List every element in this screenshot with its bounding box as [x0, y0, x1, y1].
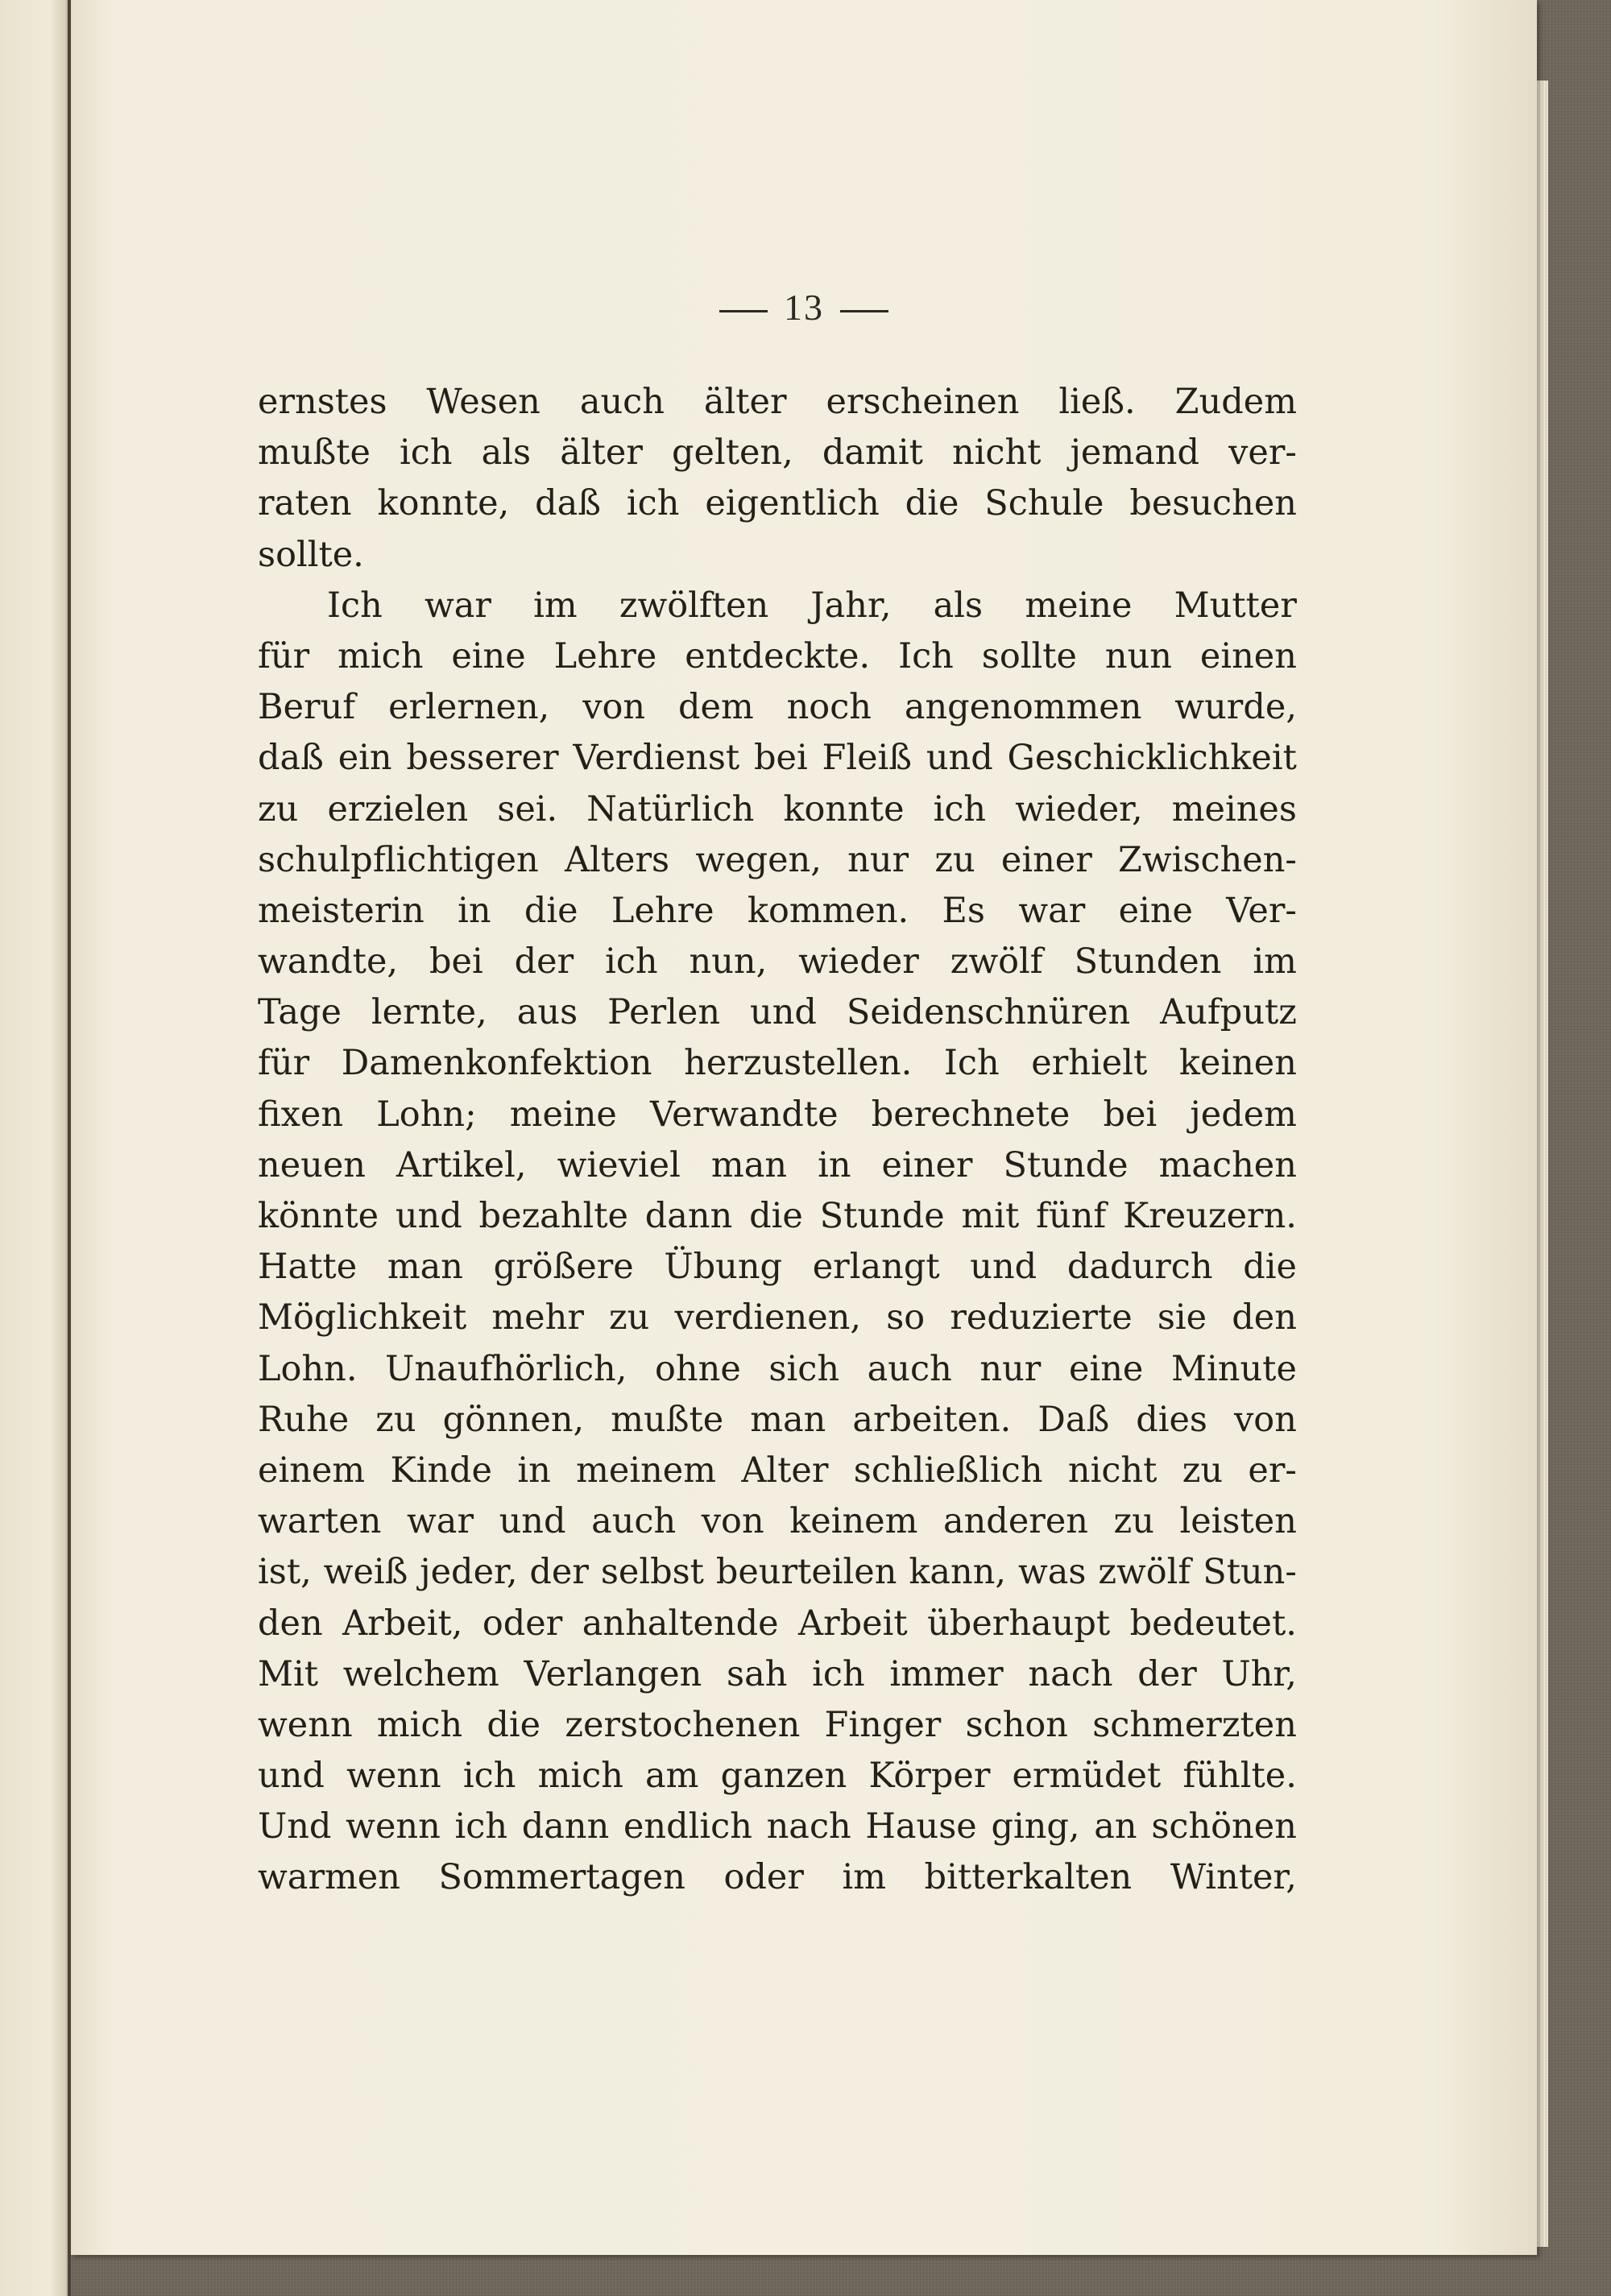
- text-line: [258, 1700, 1297, 1751]
- word: wandte,: [258, 941, 399, 983]
- word: meines: [1171, 788, 1297, 829]
- word: Möglichkeit: [258, 1297, 467, 1338]
- word: aus: [516, 992, 578, 1033]
- word: schmerzten: [1092, 1704, 1297, 1745]
- word: wurde,: [1174, 687, 1297, 728]
- word: Wesen: [426, 382, 540, 422]
- word: eine: [451, 635, 526, 676]
- word: die: [487, 1704, 541, 1745]
- word: bei: [1103, 1094, 1158, 1135]
- word: im: [842, 1857, 886, 1898]
- text-line: [258, 1090, 1297, 1140]
- word: Jahr,: [810, 585, 892, 626]
- word: gelten,: [671, 432, 793, 474]
- word: Alter: [741, 1450, 829, 1491]
- word: Ver-: [1226, 890, 1297, 931]
- word: herzustellen.: [684, 1043, 913, 1084]
- word: der: [529, 1552, 589, 1593]
- word: oder: [723, 1857, 804, 1898]
- word: kann,: [909, 1552, 1007, 1593]
- word: eine: [1118, 890, 1193, 931]
- word: als: [481, 432, 532, 474]
- text-line: [258, 1599, 1297, 1649]
- word: bitterkalten: [924, 1857, 1133, 1898]
- word: von: [582, 687, 646, 728]
- word: von: [701, 1501, 764, 1542]
- word: ließ.: [1058, 382, 1136, 422]
- word: ich: [626, 483, 680, 524]
- word: Unaufhörlich,: [385, 1348, 627, 1389]
- word: Sommertagen: [438, 1857, 685, 1898]
- word: nun,: [689, 941, 768, 983]
- word: Damenkonfektion: [341, 1043, 652, 1084]
- text-line: [258, 1344, 1297, 1395]
- word: machen: [1158, 1144, 1297, 1185]
- word: älter: [560, 432, 643, 474]
- word: mit: [961, 1196, 1020, 1236]
- text-line: [258, 1242, 1297, 1293]
- word: einem: [258, 1450, 366, 1491]
- word: Schule: [984, 483, 1104, 524]
- word: ich: [605, 941, 658, 983]
- word: im: [533, 585, 578, 626]
- word: in: [517, 1450, 551, 1491]
- word: verdienen,: [674, 1297, 862, 1338]
- word: kommen.: [747, 890, 909, 931]
- word: Hause: [865, 1806, 977, 1847]
- word: zu: [1113, 1501, 1154, 1542]
- word: Lohn;: [376, 1094, 477, 1135]
- word: wieder: [798, 941, 919, 983]
- word: mußte: [258, 432, 371, 474]
- page-number: 13: [784, 287, 824, 328]
- word: der: [514, 941, 574, 983]
- word: jemand: [1070, 432, 1199, 474]
- text-line: [258, 1140, 1297, 1191]
- word: arbeiten.: [852, 1399, 1012, 1440]
- word: mich: [537, 1756, 623, 1797]
- word: sich: [768, 1348, 840, 1389]
- text-line: [258, 1293, 1297, 1343]
- text-line: [258, 682, 1297, 733]
- body-text: [258, 377, 1297, 1904]
- text-line: [258, 1496, 1297, 1547]
- text-line: [258, 377, 1297, 428]
- word: als: [933, 585, 984, 626]
- word: dem: [677, 687, 754, 728]
- word: schulpflichtigen: [258, 839, 539, 880]
- text-line: [258, 835, 1297, 886]
- word: bezahlte: [478, 1196, 628, 1236]
- text-line: [258, 1547, 1297, 1598]
- word: ich: [462, 1756, 516, 1797]
- word: bei: [753, 738, 808, 779]
- word: meisterin: [258, 890, 424, 931]
- word: die: [905, 483, 959, 524]
- word: erlangt: [812, 1247, 940, 1288]
- text-line: [258, 733, 1297, 784]
- word: wenn: [346, 1756, 441, 1797]
- text-line: [258, 987, 1297, 1038]
- word: auch: [579, 382, 665, 422]
- text-line: [258, 581, 1297, 631]
- word: besuchen: [1129, 483, 1297, 524]
- word: Tage: [258, 992, 342, 1033]
- word: leisten: [1179, 1501, 1297, 1542]
- word: ich: [400, 432, 453, 474]
- text-line: [258, 1038, 1297, 1089]
- text-line: [258, 1852, 1297, 1903]
- word: älter: [703, 382, 787, 422]
- word: Es: [942, 890, 986, 931]
- word: Zudem: [1174, 382, 1297, 422]
- word: nach: [1028, 1653, 1113, 1694]
- word: Verlangen: [524, 1653, 702, 1694]
- text-line: [258, 631, 1297, 682]
- word: fixen: [258, 1094, 344, 1135]
- word: raten: [258, 483, 352, 524]
- word: ich: [933, 788, 987, 829]
- word: anderen: [942, 1501, 1088, 1542]
- word: eine: [1069, 1348, 1144, 1389]
- text-line: [258, 1802, 1297, 1852]
- word: schon: [965, 1704, 1068, 1745]
- word: bedeutet.: [1129, 1603, 1297, 1644]
- word: zwölf: [950, 941, 1043, 983]
- word: ich: [812, 1653, 865, 1694]
- word: Aufputz: [1160, 992, 1297, 1033]
- word: Und: [258, 1806, 332, 1847]
- word: immer: [889, 1653, 1004, 1694]
- word: nicht: [1067, 1450, 1158, 1491]
- word: daß: [535, 483, 602, 524]
- word: Ruhe: [258, 1399, 350, 1440]
- word: Fleiß: [822, 738, 913, 779]
- word: Verwandte: [650, 1094, 839, 1135]
- word: wieviel: [557, 1144, 681, 1185]
- word: Körper: [868, 1756, 991, 1797]
- word: zu: [934, 839, 975, 880]
- word: wenn: [346, 1806, 441, 1847]
- text-line: [258, 478, 1297, 529]
- word: Kreuzern.: [1123, 1196, 1297, 1236]
- word: was: [1017, 1552, 1087, 1593]
- word: und: [750, 992, 817, 1033]
- word: auch: [591, 1501, 677, 1542]
- word: Lehre: [553, 635, 657, 676]
- word: konnte: [783, 788, 905, 829]
- word: selbst: [600, 1552, 704, 1593]
- word: schließlich: [853, 1450, 1043, 1491]
- word: zu: [1182, 1450, 1224, 1491]
- word: oder: [482, 1603, 563, 1644]
- word: man: [750, 1399, 826, 1440]
- word: der: [1137, 1653, 1197, 1694]
- word: Minute: [1171, 1348, 1297, 1389]
- word: nicht: [951, 432, 1042, 474]
- word: Hatte: [258, 1247, 358, 1288]
- word: Ich: [327, 585, 383, 626]
- word: war: [1018, 890, 1086, 931]
- word: Artikel,: [396, 1144, 527, 1185]
- word: nach: [766, 1806, 851, 1847]
- word: und: [926, 738, 993, 779]
- word: dann: [521, 1806, 610, 1847]
- text-line: [258, 428, 1297, 478]
- word: fünf: [1036, 1196, 1107, 1236]
- text-line: [258, 1751, 1297, 1802]
- word: angenommen: [904, 687, 1142, 728]
- word: Mit: [258, 1653, 319, 1694]
- word: Lohn.: [258, 1348, 358, 1389]
- word: die: [1243, 1247, 1297, 1288]
- word: jedem: [1190, 1094, 1297, 1135]
- header-dash-right: [840, 310, 888, 312]
- word: in: [458, 890, 491, 931]
- word: mich: [338, 635, 424, 676]
- word: Daß: [1037, 1399, 1110, 1440]
- word: zu: [609, 1297, 650, 1338]
- word: die: [524, 890, 578, 931]
- word: mußte: [611, 1399, 724, 1440]
- word: größere: [493, 1247, 634, 1288]
- word: den: [1232, 1297, 1297, 1338]
- word: ermüdet: [1012, 1756, 1162, 1797]
- word: zwölften: [619, 585, 769, 626]
- word: er-: [1248, 1450, 1297, 1491]
- word: Beruf: [258, 687, 356, 728]
- word: ging,: [991, 1806, 1080, 1847]
- word: daß: [258, 738, 324, 779]
- word: war: [424, 585, 491, 626]
- word: warmen: [258, 1857, 400, 1898]
- text-line: [258, 1649, 1297, 1700]
- word: ein: [338, 738, 392, 779]
- word: Winter,: [1170, 1857, 1297, 1898]
- text-line: [258, 937, 1297, 987]
- text-line: [258, 1191, 1297, 1242]
- word: einer: [1000, 839, 1092, 880]
- word: Uhr,: [1221, 1653, 1297, 1694]
- word: in: [818, 1144, 851, 1185]
- word: meine: [509, 1094, 617, 1135]
- text-line: [258, 784, 1297, 835]
- word: einer: [881, 1144, 973, 1185]
- word: erlernen,: [388, 687, 550, 728]
- word: Seidenschnüren: [846, 992, 1131, 1033]
- word: Lehre: [611, 890, 714, 931]
- word: entdeckte.: [685, 635, 871, 676]
- word: meine: [1025, 585, 1133, 626]
- word: und: [395, 1196, 462, 1236]
- word: damit: [822, 432, 923, 474]
- text-line: [258, 886, 1297, 937]
- word: so: [886, 1297, 926, 1338]
- word: jeder,: [420, 1552, 518, 1593]
- word: den: [258, 1603, 323, 1644]
- word: Mutter: [1174, 585, 1297, 626]
- word: weiß: [323, 1552, 408, 1593]
- word: ohne: [655, 1348, 741, 1389]
- word: am: [645, 1756, 699, 1797]
- word: keinen: [1178, 1043, 1297, 1084]
- word: sah: [727, 1653, 788, 1694]
- word: und: [499, 1501, 566, 1542]
- word: könnte: [258, 1196, 379, 1236]
- word: neuen: [258, 1144, 366, 1185]
- word: im: [1253, 941, 1297, 983]
- left-facing-page: [0, 0, 71, 2296]
- word: Perlen: [607, 992, 721, 1033]
- word: erzielen: [327, 788, 469, 829]
- word: an: [1094, 1806, 1137, 1847]
- word: besserer: [406, 738, 559, 779]
- word: gönnen,: [442, 1399, 585, 1440]
- word: überhaupt: [927, 1603, 1111, 1644]
- word: nur: [847, 839, 909, 880]
- word: sie: [1157, 1297, 1207, 1338]
- word: konnte,: [377, 483, 510, 524]
- word: eigentlich: [705, 483, 880, 524]
- word: ganzen: [720, 1756, 847, 1797]
- word: erscheinen: [826, 382, 1020, 422]
- word: lernte,: [371, 992, 487, 1033]
- word: einen: [1199, 635, 1297, 676]
- word: die: [749, 1196, 803, 1236]
- word: Ich: [943, 1043, 1000, 1084]
- word: dadurch: [1066, 1247, 1213, 1288]
- word: mich: [376, 1704, 463, 1745]
- word: Arbeit,: [342, 1603, 463, 1644]
- word: man: [710, 1144, 788, 1185]
- word: berechnete: [871, 1094, 1071, 1135]
- word: Alters: [564, 839, 670, 880]
- word: Zwischen-: [1118, 839, 1297, 880]
- word: auch: [867, 1348, 952, 1389]
- word: war: [407, 1501, 474, 1542]
- word: Ich: [898, 635, 954, 676]
- word: für: [258, 635, 310, 676]
- word: bei: [429, 941, 483, 983]
- word: schönen: [1151, 1806, 1297, 1847]
- word: keinem: [789, 1501, 918, 1542]
- word: nur: [979, 1348, 1042, 1389]
- word: sollte.: [258, 534, 364, 575]
- word: anhaltende: [582, 1603, 779, 1644]
- word: von: [1234, 1399, 1297, 1440]
- word: wegen,: [695, 839, 822, 880]
- word: Arbeit: [798, 1603, 908, 1644]
- word: Natürlich: [586, 788, 755, 829]
- text-line: [258, 530, 1297, 581]
- word: zwölf: [1098, 1552, 1191, 1593]
- word: wenn: [258, 1704, 353, 1745]
- word: Stunde: [1003, 1144, 1129, 1185]
- word: für: [258, 1043, 310, 1084]
- word: warten: [258, 1501, 382, 1542]
- word: dann: [644, 1196, 733, 1236]
- word: ich: [454, 1806, 508, 1847]
- word: man: [387, 1247, 463, 1288]
- header-dash-left: [719, 310, 768, 312]
- word: endlich: [623, 1806, 752, 1847]
- word: ver-: [1228, 432, 1297, 474]
- word: noch: [786, 687, 872, 728]
- word: nun: [1104, 635, 1172, 676]
- text-line: [258, 1395, 1297, 1446]
- word: zu: [375, 1399, 416, 1440]
- word: erhielt: [1031, 1043, 1148, 1084]
- text-line: [258, 1446, 1297, 1496]
- word: Stunden: [1074, 941, 1222, 983]
- word: mehr: [491, 1297, 584, 1338]
- word: fühlte.: [1182, 1756, 1297, 1797]
- word: beurteilen: [715, 1552, 897, 1593]
- word: meinem: [576, 1450, 716, 1491]
- word: sei.: [497, 788, 558, 829]
- book-page: [71, 0, 1537, 2255]
- word: Geschicklichkeit: [1007, 738, 1297, 779]
- word: Übung: [664, 1247, 783, 1288]
- word: und: [970, 1247, 1037, 1288]
- word: Kinde: [390, 1450, 492, 1491]
- word: und: [258, 1756, 325, 1797]
- word: ist,: [258, 1552, 312, 1593]
- word: zerstochenen: [565, 1704, 801, 1745]
- word: welchem: [342, 1653, 499, 1694]
- page-header: [71, 286, 1537, 329]
- word: sollte: [981, 635, 1077, 676]
- word: zu: [258, 788, 299, 829]
- word: Stun-: [1203, 1552, 1297, 1593]
- word: Finger: [824, 1704, 942, 1745]
- word: ernstes: [258, 382, 387, 422]
- word: Stunde: [819, 1196, 945, 1236]
- word: dies: [1136, 1399, 1207, 1440]
- word: reduzierte: [950, 1297, 1133, 1338]
- word: Verdienst: [573, 738, 740, 779]
- word: wieder,: [1015, 788, 1143, 829]
